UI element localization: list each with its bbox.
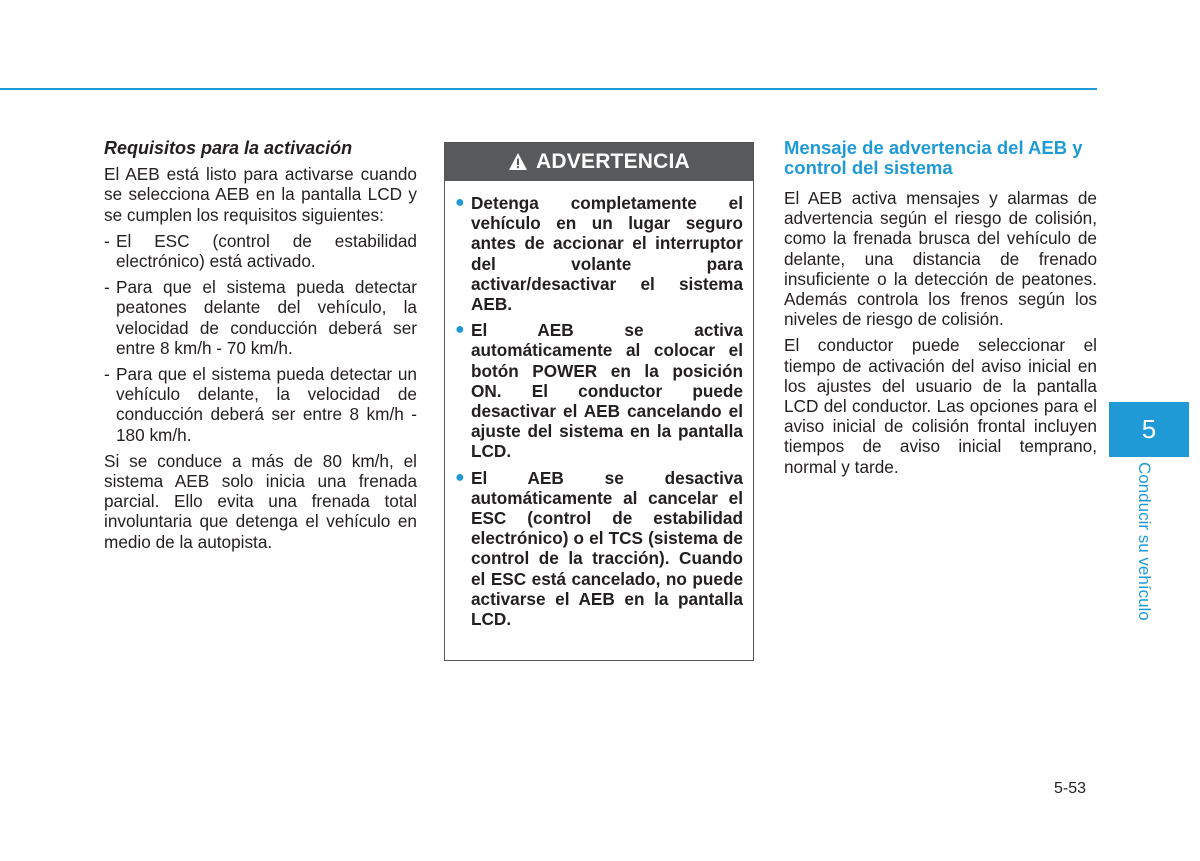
closing-paragraph: Si se conduce a más de 80 km/h, el sistema AEB solo inicia una frenada parcial. Ello evita una frenada total involuntaria que detenga el vehículo en medio de la autopista. xyxy=(104,450,417,552)
warning-body xyxy=(445,181,753,629)
intro-paragraph: El AEB está listo para activarse cuando se selecciona AEB en la pantalla LCD y se cumplen los requisitos siguientes: xyxy=(104,164,417,225)
dash-marker: - xyxy=(104,230,110,251)
section-heading: Mensaje de advertencia del AEB y control del sistema xyxy=(784,137,1083,178)
right-column xyxy=(784,138,1097,483)
bullet-dot: ● xyxy=(455,321,465,339)
body-paragraph: El AEB activa mensajes y alarmas de advertencia según el riesgo de colisión, como la frenada brusca del vehículo de delante, una distancia de frenado insuficiente o la detección de peatones. Además controla los frenos según los niveles de riesgo de colisión. xyxy=(784,188,1097,330)
list-item-text: El ESC (control de estabilidad electrónico) está activado. xyxy=(116,230,417,272)
chapter-title: Conducir su vehículo xyxy=(1135,462,1154,621)
list-item-text: Para que el sistema pueda detectar peatones delante del vehículo, la velocidad de conducción deberá ser entre 8 km/h - 70 km/h. xyxy=(116,277,417,358)
page-number: 5-53 xyxy=(1054,780,1087,797)
list-item xyxy=(104,364,417,445)
warning-title: ADVERTENCIA xyxy=(536,150,690,173)
body-paragraph: El conductor puede seleccionar el tiempo de activación del aviso inicial en los ajustes del usuario de la pantalla LCD del conductor. Las opciones para el aviso inicial de colisión frontal incluyen tiempos de aviso inicial temprano, normal y tarde. xyxy=(784,335,1097,477)
warning-bullet-text: Detenga completamente el vehículo en un lugar seguro antes de accionar el interruptor del volante para activar/desactivar el sistema AEB. xyxy=(471,193,743,315)
warning-triangle-icon xyxy=(508,152,528,172)
bullet-dot: ● xyxy=(455,468,465,486)
warning-bullet-text: El AEB se desactiva automáticamente al cancelar el ESC (control de estabilidad electrónico) o el TCS (sistema de control de la tracción). Cuando el ESC está cancelado, no puede activarse el AEB en la pantalla LCD. xyxy=(471,467,743,630)
list-item xyxy=(104,277,417,358)
warning-box xyxy=(444,142,754,661)
chapter-number: 5 xyxy=(1141,414,1157,444)
chapter-tab xyxy=(1109,402,1189,457)
list-item xyxy=(104,231,417,271)
dash-marker: - xyxy=(104,364,110,385)
warning-bullet xyxy=(455,320,743,461)
warning-bullet xyxy=(455,468,743,630)
left-column xyxy=(104,138,417,558)
warning-bullet xyxy=(455,193,743,314)
warning-header xyxy=(445,143,753,181)
dash-marker: - xyxy=(104,277,110,298)
bullet-dot: ● xyxy=(455,194,465,211)
warning-bullet-text: El AEB se activa automáticamente al colocar el botón POWER en la posición ON. El conductor puede desactivar el AEB cancelando el ajuste del sistema en la pantalla LCD. xyxy=(471,320,743,462)
list-item-text: Para que el sistema pueda detectar un vehículo delante, la velocidad de conducción deberá ser entre 8 km/h - 180 km/h. xyxy=(116,364,417,445)
top-rule xyxy=(0,88,1097,90)
activation-requirements-heading: Requisitos para la activación xyxy=(104,138,353,158)
